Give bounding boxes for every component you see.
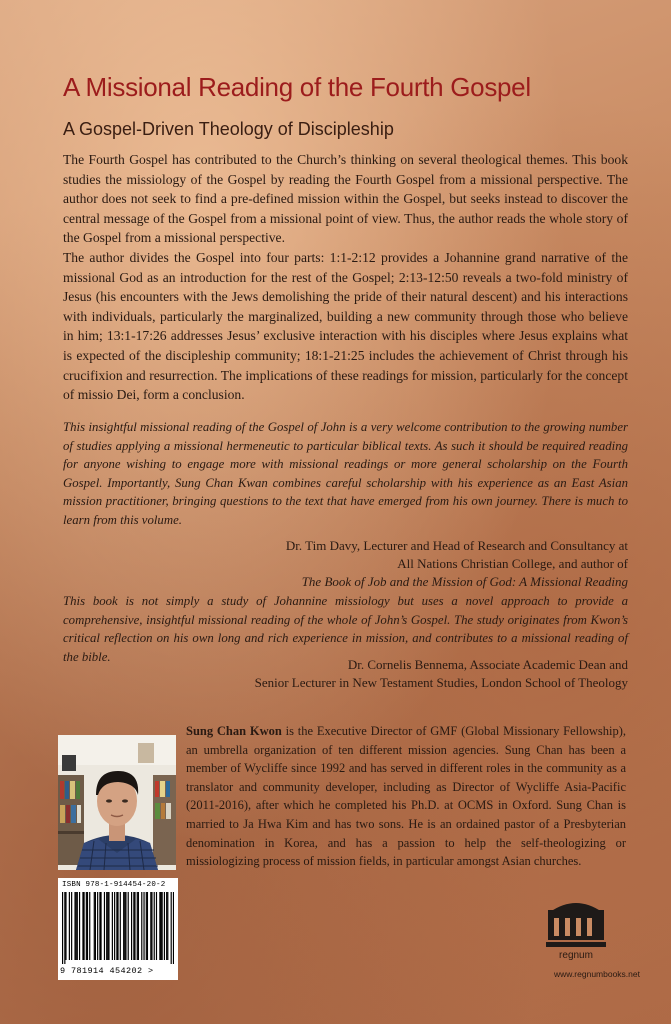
- author-bio: [186, 722, 626, 871]
- author-name: Sung Chan Kwon: [186, 724, 282, 738]
- attribution-line: Senior Lecturer in New Testament Studies, London School of Theology: [254, 675, 628, 690]
- endorsement-quote-2: This book is not simply a study of Johannine missiology but uses a novel approach to provide a comprehensive, insightful missional reading of the whole of John’s Gospel. The study originates from Kwon’s critical reflection on his own long and rich experience in mission, and contributes to a missional reading of the bible.: [63, 594, 628, 664]
- author-portrait-icon: [58, 735, 176, 870]
- book-subtitle: A Gospel-Driven Theology of Discipleship: [63, 119, 394, 139]
- attribution-book-title: The Book of Job and the Mission of God: A Missional Reading: [301, 574, 628, 589]
- author-bio-text: is the Executive Director of GMF (Global Missionary Fellowship), an umbrella organization of ten different mission agencies. Sung Chan has been a member of Wycliffe since 1992 and has served in different roles in the community as a translator and community developer, including as Director of Wycliffe Asia-Pacific (2011-2016), after which he completed his Ph.D. at OCMS in Oxford. Sung Chan is married to Ja Hwa Kim and has two sons. He is an ordained pastor of a Presbyterian denomination in Korea, and has a passion to help the self-theologizing or missiologizing process of mission fields, in particular amongst Asian churches.: [186, 724, 626, 869]
- barcode-bars: [62, 892, 174, 964]
- endorsement-attribution-2: [68, 656, 628, 692]
- attribution-line: Dr. Cornelis Bennema, Associate Academic Dean and: [347, 657, 628, 672]
- author-photo: [58, 735, 176, 870]
- description-paragraph-1: The Fourth Gospel has contributed to the Church’s thinking on several theological themes. This book studies the missiology of the Gospel by reading the Fourth Gospel from a missional perspective. The author does not seek to find a pre-defined mission within the Gospel, but seeks instead to discover the central message of the Gospel from a missional point of view. Thus, the author reads the whole story of the Gospel from a missional perspective.: [63, 152, 628, 246]
- endorsement-attribution-1: [68, 537, 628, 591]
- book-title: A Missional Reading of the Fourth Gospel: [63, 72, 531, 102]
- description-paragraph-2: The author divides the Gospel into four parts: 1:1-2:12 provides a Johannine grand narrative of the missional God as an introduction for the rest of the Gospel; 2:13-12:50 reveals a two-fold ministry of Jesus (his encounters with the Jews demolishing the pride of their natural descent) and his interactions with individuals, particularly the marginalized, building a new community through those who believe in him; 13:1-17:26 addresses Jesus’ exclusive interaction with his disciples where Jesus explains what is expected of the discipleship community; 18:1-21:25 includes the achievement of Christ through his crucifixion and resurrection. The implications of these readings for mission, particularly for the concept of missio Dei, form a conclusion.: [63, 250, 628, 403]
- barcode-digits: 9 781914 454202 >: [60, 966, 154, 976]
- barcode: [58, 878, 178, 980]
- endorsement-quote-1: This insightful missional reading of the Gospel of John is a very welcome contribution to the growing number of studies applying a missional hermeneutic to particular biblical texts. As such it should be required reading for anyone wishing to engage more with missional readings or more general scholarship on the Fourth Gospel. Importantly, Sung Chan Kwan combines careful scholarship with his experience as an East Asian mission practitioner, bringing questions to the text that have emerged from his own journey. There is much to learn from this volume.: [63, 420, 628, 527]
- publisher-name: regnum: [559, 950, 593, 961]
- attribution-line: All Nations Christian College, and author of: [397, 556, 628, 571]
- publisher-website: www.regnumbooks.net: [554, 969, 640, 979]
- building-columns-icon: [546, 890, 606, 948]
- isbn-label: ISBN 978-1-914454-20-2: [62, 881, 166, 889]
- attribution-line: Dr. Tim Davy, Lecturer and Head of Research and Consultancy at: [285, 538, 628, 553]
